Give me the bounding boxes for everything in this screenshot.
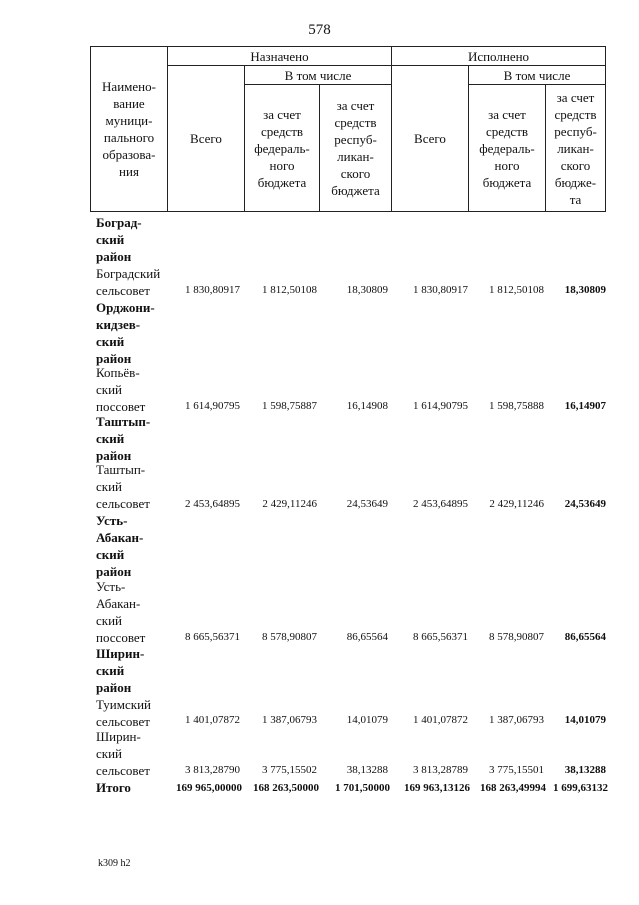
value-executed-republic: 86,65564	[564, 631, 606, 643]
header-assigned-federal: за счет средств федераль- ного бюджета	[244, 84, 320, 212]
value-executed-republic: 38,13288	[564, 764, 606, 776]
total-assigned-federal: 168 263,50000	[253, 782, 319, 794]
value-assigned-total: 1 401,07872	[185, 714, 240, 726]
value-assigned-republic: 86,65564	[346, 631, 388, 643]
value-assigned-federal: 1 812,50108	[262, 284, 317, 296]
value-executed-republic: 16,14907	[564, 400, 606, 412]
header-executed-total: Всего	[391, 65, 469, 212]
municipality-label: Боградский сельсовет	[96, 266, 161, 298]
municipality-label: Туимский сельсовет	[96, 697, 151, 729]
value-assigned-republic: 16,14908	[346, 400, 388, 412]
header-executed-republic: за счет средств респуб- ликан- ского бюдже- та	[545, 84, 606, 212]
value-executed-federal: 1 598,75888	[489, 400, 544, 412]
value-assigned-total: 1 830,80917	[185, 284, 240, 296]
value-executed-total: 2 453,64895	[413, 498, 468, 510]
value-executed-republic: 24,53649	[564, 498, 606, 510]
value-assigned-total: 3 813,28790	[185, 764, 240, 776]
value-assigned-total: 1 614,90795	[185, 400, 240, 412]
district-label: Орджони- кидзев- ский район	[96, 300, 155, 366]
page-number: 578	[308, 22, 331, 38]
value-assigned-republic: 14,01079	[346, 714, 388, 726]
total-assigned-total: 169 965,00000	[176, 782, 242, 794]
value-executed-total: 1 830,80917	[413, 284, 468, 296]
value-assigned-federal: 1 387,06793	[262, 714, 317, 726]
value-assigned-federal: 8 578,90807	[262, 631, 317, 643]
total-label: Итого	[96, 780, 131, 795]
value-assigned-total: 8 665,56371	[185, 631, 240, 643]
header-executed-including: В том числе	[468, 65, 606, 85]
total-executed-republic: 1 699,63132	[553, 782, 608, 794]
value-executed-total: 8 665,56371	[413, 631, 468, 643]
value-executed-federal: 1 387,06793	[489, 714, 544, 726]
municipality-label: Копьёв- ский поссовет	[96, 365, 146, 414]
header-assigned-total: Всего	[167, 65, 245, 212]
district-label: Ширин- ский район	[96, 646, 145, 695]
footer-code: k309 h2	[98, 858, 131, 869]
value-executed-total: 3 813,28789	[413, 764, 468, 776]
municipality-label: Усть- Абакан- ский поссовет	[96, 579, 146, 645]
value-assigned-federal: 2 429,11246	[262, 498, 317, 510]
value-executed-total: 1 401,07872	[413, 714, 468, 726]
value-assigned-republic: 38,13288	[346, 764, 388, 776]
municipality-label: Таштып- ский сельсовет	[96, 462, 150, 511]
value-assigned-republic: 24,53649	[346, 498, 388, 510]
value-executed-federal: 1 812,50108	[489, 284, 544, 296]
district-label: Боград- ский район	[96, 215, 142, 264]
district-label: Таштып- ский район	[96, 414, 151, 463]
value-executed-federal: 2 429,11246	[489, 498, 544, 510]
header-assigned: Назначено	[167, 46, 392, 66]
header-executed-federal: за счет средств федераль- ного бюджета	[468, 84, 546, 212]
value-executed-total: 1 614,90795	[413, 400, 468, 412]
header-assigned-republic: за счет средств респуб- ликан- ского бюджета	[319, 84, 392, 212]
header-executed: Исполнено	[391, 46, 606, 66]
value-executed-federal: 8 578,90807	[489, 631, 544, 643]
value-assigned-republic: 18,30809	[346, 284, 388, 296]
value-assigned-federal: 3 775,15502	[262, 764, 317, 776]
total-executed-total: 169 963,13126	[404, 782, 470, 794]
value-assigned-total: 2 453,64895	[185, 498, 240, 510]
district-label: Усть- Абакан- ский район	[96, 513, 144, 579]
total-assigned-republic: 1 701,50000	[335, 782, 390, 794]
total-executed-federal: 168 263,49994	[480, 782, 546, 794]
header-assigned-including: В том числе	[244, 65, 392, 85]
municipality-label: Ширин- ский сельсовет	[96, 729, 150, 778]
value-executed-republic: 18,30809	[564, 284, 606, 296]
header-name-column: Наимено- вание муници- пального образова- ния	[90, 46, 168, 212]
value-assigned-federal: 1 598,75887	[262, 400, 317, 412]
value-executed-federal: 3 775,15501	[489, 764, 544, 776]
value-executed-republic: 14,01079	[564, 714, 606, 726]
